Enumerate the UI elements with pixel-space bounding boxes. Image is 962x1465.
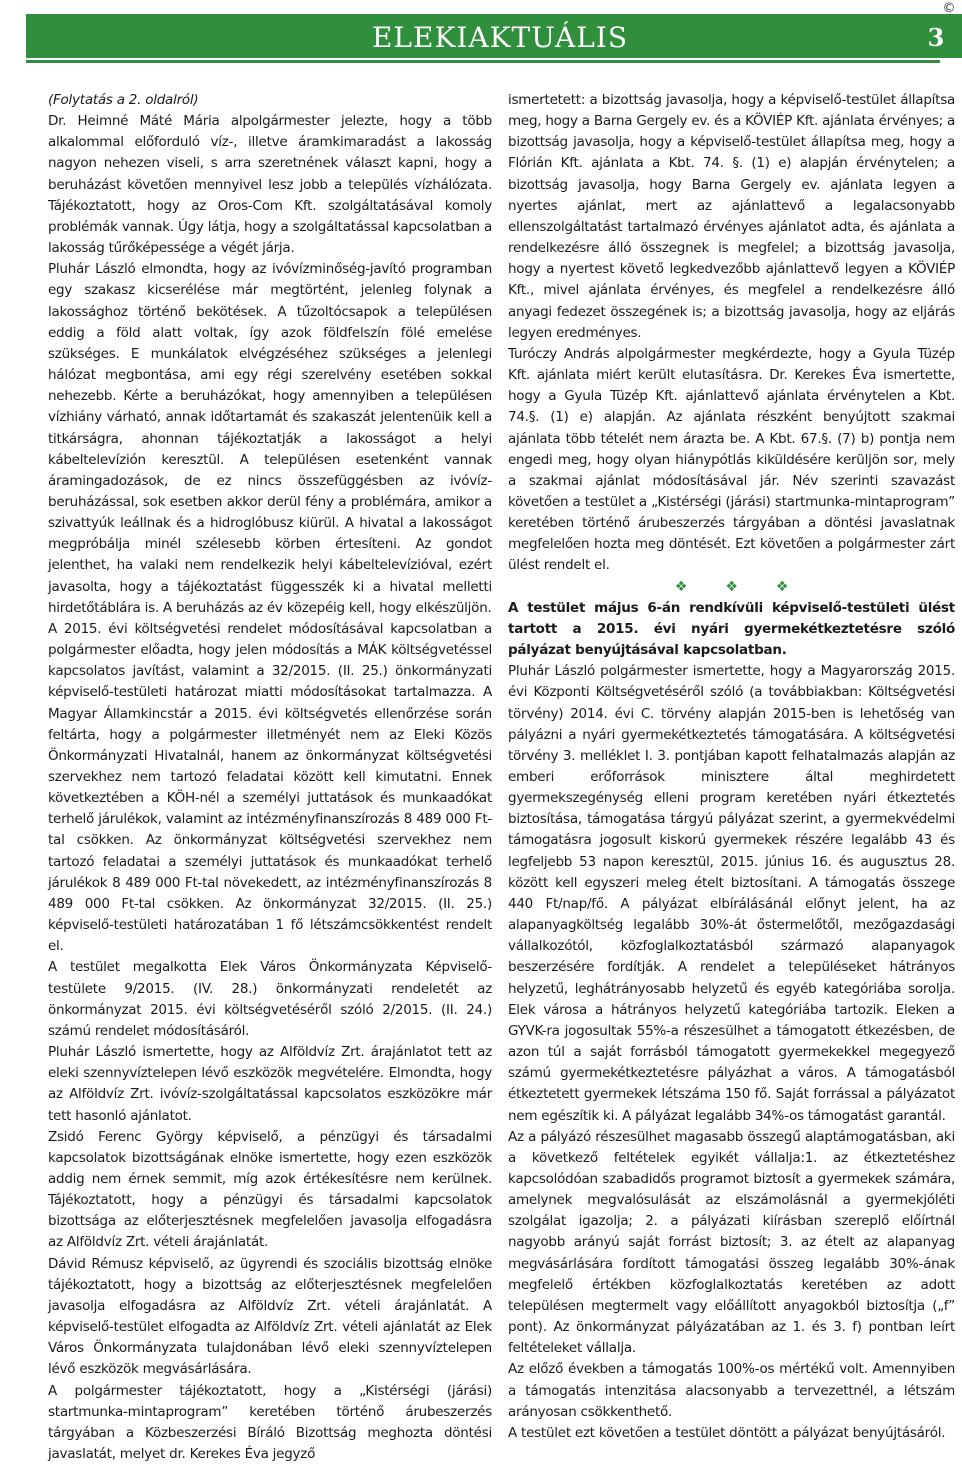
paragraph: Turóczy András alpolgármester megkérdezte, hogy a Gyula Tüzép Kft. ajánlata miért került elutasításra. Dr. Kerekes Éva ismertette, hogy a Gyula Tüzép Kft. ajánlattevő ajánlata érvénytelen a Kbt. 74.§. (1) e) alapján. Az ajánlata részként benyújtott szakmai ajánlata több tételét nem árazta be. A Kbt. 67.§. (7) b) pontja nem engedi meg, hogy olyan hiánypótlás kiküldésére kerüljön sor, mely a szakmai ajánlat módosításával jár. Név szerinti szavazást követően a testület a „Kistérségi (járási) startmunka-mintaprogram” keretében történő árubeszerzés tárgyában a döntési javaslatnak megfelelően hozta meg döntését. Ezt követően a polgármester zárt ülést rendelt el. <box>508 345 955 574</box>
paragraph: Az előző években a támogatás 100%-os mértékű volt. Amennyiben a támogatás intenzitása alacsonyabb a tervezettnél, a létszám arányosan csökkenthető. <box>508 1361 955 1420</box>
paragraph: Dr. Heimné Máté Mária alpolgármester jelezte, hogy a több alkalommal előforduló víz-, illetve áramkimaradást a lakosság nagyon nehezen viseli, s arra szeretnének választ kapni, hogy a beruházást követően mennyivel lesz jobb a település vízhálózata. Tájékoztatott, hogy az Oros-Com Kft. szolgáltatásával komoly problémák vannak. Úgy látja, hogy a szolgáltatással kapcsolatban a lakosság tűrőképessége a végét járja. <box>48 113 492 257</box>
paragraph: Pluhár László elmondta, hogy az ivóvízminőség-javító programban egy szakasz kicserélése már megtörtént, jelenleg folynak a lakossághoz történő bekötések. A tűzoltócsapok a településen eddig a föld alatt voltak, így azok földfelszín fölé emelése szükséges. E munkálatok elvégzéséhez szükséges a jelenlegi hálózat megbontása, ami egy régi szerelvény esetében sokkal nehezebb. Kérte a beruházókat, hogy amennyiben a településen vízhiány várható, annak időtartamát és szakaszát jelentenüik kell a titkárságra, ahonnan tájékoztatják a lakosságot a helyi kábeltelevízión keresztül. A településen esetenként vannak áramingadozások, de ez nincs összefüggésben az ivóvíz-beruházással, sok esetben akkor derül fény a problémára, amikor a szivattyúk leállnak és a hidroglóbusz kiürül. A hivatal a lakosságot megpróbálja minél szélesebb körben értesíteni. Az gondot jelenthet, ha valaki nem rendelkezik helyi kábeltelevízióval, ezért javasolta, hogy a tájékoztatást függesszék ki a hivatal melletti hirdetőtáblára is. A beruházás az év közepéig kell, hogy elkészüljön. <box>48 261 492 616</box>
continuation-note: (Folytatás a 2. oldalról) <box>48 92 199 108</box>
paragraph: A polgármester tájékoztatott, hogy a „Kistérségi (járási) startmunka-mintaprogram” keretében történő árubeszerzés tárgyában a Közbeszerzési Bíráló Bizottság meghozta döntési javaslatát, melyet dr. Kerekes Éva jegyző <box>48 1382 492 1462</box>
paragraph: A 2015. évi költségvetési rendelet módosításával kapcsolatban a polgármester előadta, hogy jelen módosítás a MÁK költségvetéssel kapcsolatos javítást, valamint a 32/2015. (II. 25.) önkormányzati képviselő-testületi határozat miatti módosításokat tartalmazza. A Magyar Államkincstár a 2015. évi költségvetés ellenőrzése során feltárta, hogy a polgármester illetményét nem az Eleki Közös Önkormányzati Hivatalnál, hanem az önkormányzat költségvetési szervekhez nem tartozó feladatai között kell kimutatni. Ennek következtében a KÖH-nél a személyi juttatások és munkaadókat terhelő járulékok, valamint az intézményfinanszírozás 8 489 000 Ft-tal csökken. Az önkormányzat költségvetési szervekhez nem tartozó feladatai a személyi juttatások és munkaadókat terhelő járulékok 8 489 000 Ft-tal növekedett, az intézményfinanszírozás 8 489 000 Ft-tal csökken. Az önkormányzat 32/2015. (II. 25.) képviselő-testületi határozatában 1 fő létszámcsökkentést rendelt el. <box>48 620 492 955</box>
paragraph: Dávid Rémusz képviselő, az ügyrendi és szociális bizottság elnöke tájékoztatott, hogy a bizottság az előterjesztésnek megfelelően javasolja elfogadásra az Alföldvíz Zrt. vételi árajánlatát. A képviselő-testület elfogadta az Alföldvíz Zrt. vételi ajánlatát az Elek Város Önkormányzata tulajdonában lévő eleki szennyvíztelepen lévő eszközök megvásárlására. <box>48 1255 492 1378</box>
masthead-title: ELEKIAKTUÁLIS <box>371 21 629 54</box>
page-number: 3 <box>927 23 945 52</box>
paragraph: ismertetett: a bizottság javasolja, hogy a képviselő-testület állapítsa meg, hogy a Barna Gergely ev. és a KÖVIÉP Kft. ajánlata érvényes; a bizottság javasolja, hogy a képviselő-testület állapítsa meg, hogy a Flórián Kft. ajánlata a Kbt. 74. §. (1) e) alapján érvénytelen; a bizottság javasolja, hogy Barna Gergely ev. ajánlata legyen a nyertes ajánlat, mert az ajánlattevő a legalacsonyabb ellenszolgáltatást tartalmazó érvényes ajánlatot adta, és ajánlata a rendelkezésre álló összegnek is megfelel; a bizottság javasolja, hogy a nyertest követő legkedvezőbb ajánlattevő legyen a KÖVIÉP Kft., mivel ajánlata érvényes, és megfelel a rendelkezésre álló anyagi fedezet összegének is; a bizottság javasolja, hogy az eljárás legyen eredményes. <box>508 92 955 341</box>
right-column <box>508 90 955 1441</box>
paragraph: A testület ezt követően a testület döntött a pályázat benyújtásáról. <box>508 1424 946 1441</box>
section-divider: ❖ ❖ ❖ <box>674 578 789 595</box>
paragraph: Pluhár László ismertette, hogy az Alföldvíz Zrt. árajánlatot tett az eleki szennyvíztelepen lévő eszközök megvételére. Elmondta, hogy az Alföldvíz Zrt. ivóvíz-szolgáltatással kapcsolatos eszközökre már tett hasonló ajánlatot. <box>48 1044 492 1124</box>
paragraph: A testület megalkotta Elek Város Önkormányzata Képviselő-testülete 9/2015. (IV. 28.) önkormányzati rendeletét az önkormányzat 2015. évi költségvetéséről szóló 2/2015. (II. 24.) számú rendelet módosításáról. <box>48 959 492 1039</box>
header-rule <box>26 60 940 63</box>
paragraph: Pluhár László polgármester ismertette, hogy a Magyarország 2015. évi Központi Költségvetéséről szóló (a továbbiakban: Költségvetési törvény) 2014. évi C. törvény alapján 2015-ben is lehetőség van pályázni a nyári gyermekétkeztetés támogatására. A költségvetési törvény 3. melléklet I. 3. pontjában kapott felhatalmazás alapján az emberi erőforrások minisztere által meghirdetett gyermekszegénység elleni program keretében nyári étkeztetés biztosítása, támogatása tárgyú pályázat szerint, a gyermekvédelmi támogatásra jogosult kiskorú gyermekek részére legalább 43 és legfeljebb 53 napon keresztül, 2015. június 16. és augusztus 28. között kell egyszeri meleg ételt biztosítani. A támogatás összege 440 Ft/nap/fő. A pályázat elbírálásánál előnyt jelent, ha az alapanyagköltség legalább 30%-át őstermelőtől, mezőgazdasági vállalkozótól, közfoglalkoztatásból származó alapanyagok beszerzésére fordítják. A rendelet a településeket hátrányos helyzetű, leghátrányosabb helyzetű és egyéb kategóriába sorolja. Elek városa a hátrányos helyzetű kategóriába tartozik. Eleken a GYVK-ra jogosultak 55%-a részesülhet a támogatott étkezésben, de azon túl a saját forrásból támogatott gyermekekkel megegyező számú gyermekétkeztetésre pályázhat a város. A támogatásból étkeztetett gyermekek létszáma 150 fő. Saját forrással a pályázatot nem egészítik ki. A pályázat legalább 34%-os támogatást garantál. <box>508 663 955 1124</box>
paragraph: Az a pályázó részesülhet magasabb összegű alaptámogatásban, aki a következő feltételek egyikét vállalja:1. az étkeztetéshez kapcsolódóan szabadidős programot biztosít a gyermekek számára, amelynek megvalósulását az elszámolásnál a gyermekjóléti szolgálat igazolja; 2. a pályázati kiírásban szereplő előírtnál nagyobb arányú saját forrást biztosít; 3. az ételt az alapanyag megvásárlására fordított támogatási összeg legalább 30%-ának megfelelő értékben közfoglalkoztatás keretében az adott településen megtermelt vagy előállított anyagokból biztosítja („f” pont). Az önkormányzat pályázatában az 1. és 3. f) pontban leírt feltételeket vállalja. <box>508 1128 955 1357</box>
paragraph: Zsidó Ferenc György képviselő, a pénzügyi és társadalmi kapcsolatok bizottságának elnöke ismertette, hogy ezen eszközök addig nem érnek semmit, míg azok értékesítésre nem kerülnek. Tájékoztatott, hogy a pénzügyi és társadalmi kapcsolatok bizottsága az előterjesztésnek megfelelően javasolja elfogadásra az Alföldvíz Zrt. vételi árajánlatát. <box>48 1128 492 1251</box>
section-heading: A testület május 6-án rendkívüli képviselő-testületi ülést tartott a 2015. évi nyári gyermekétkeztetésre szóló pályázat benyújtásával kapcsolatban. <box>508 599 955 659</box>
copyright-mark: © <box>942 1 956 16</box>
left-column <box>48 90 492 1462</box>
